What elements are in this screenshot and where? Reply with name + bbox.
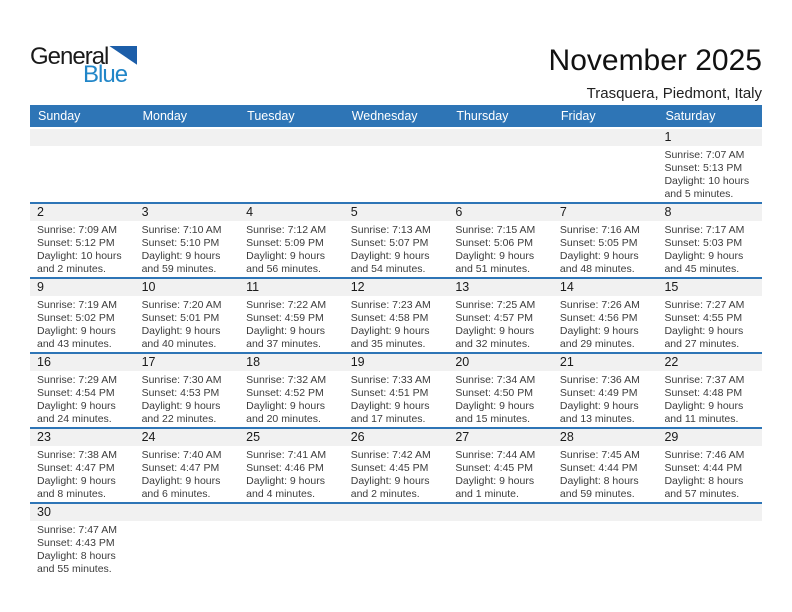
sunrise-text: Sunrise: 7:22 AM — [246, 299, 327, 311]
sunset-text: Sunset: 4:47 PM — [37, 462, 115, 474]
sunrise-text: Sunrise: 7:07 AM — [664, 149, 745, 161]
weekday-label-friday: Friday — [560, 109, 596, 123]
sunrise-text: Sunrise: 7:19 AM — [37, 299, 117, 311]
daylight-text-line1: Daylight: 9 hours — [455, 250, 535, 262]
day-details — [344, 146, 449, 149]
day-cell — [30, 279, 135, 352]
sunset-text: Sunset: 5:03 PM — [664, 237, 743, 249]
day-number: 4 — [239, 204, 344, 221]
daylight-text-line2: and 5 minutes. — [664, 188, 734, 200]
empty-day-cell — [448, 504, 553, 577]
day-number: 13 — [448, 279, 553, 296]
sunset-text: Sunset: 5:12 PM — [37, 237, 115, 249]
sunset-text: Sunset: 4:52 PM — [246, 387, 324, 399]
day-details — [448, 146, 553, 149]
day-number — [553, 504, 658, 521]
daylight-text-line2: and 24 minutes. — [37, 413, 112, 425]
daylight-text-line1: Daylight: 9 hours — [141, 325, 221, 337]
sunrise-text: Sunrise: 7:37 AM — [664, 374, 745, 386]
logo-text-general: General — [30, 43, 109, 70]
day-number: 20 — [448, 354, 553, 371]
day-details — [553, 146, 658, 149]
day-cell — [553, 279, 658, 352]
empty-day-cell — [553, 504, 658, 577]
sunset-text: Sunset: 5:09 PM — [246, 237, 324, 249]
daylight-text-line1: Daylight: 9 hours — [246, 250, 325, 262]
day-number: 16 — [30, 354, 135, 371]
daylight-text-line1: Daylight: 9 hours — [664, 400, 744, 412]
sunrise-text: Sunrise: 7:41 AM — [246, 449, 327, 461]
day-details — [135, 296, 240, 351]
sunset-text: Sunset: 4:50 PM — [455, 387, 533, 399]
day-details — [239, 371, 344, 426]
day-details — [30, 146, 135, 149]
day-number: 9 — [30, 279, 135, 296]
empty-day-cell — [344, 129, 449, 202]
daylight-text-line2: and 35 minutes. — [350, 338, 426, 350]
weekday-label-monday: Monday — [142, 109, 188, 123]
day-details — [239, 221, 344, 276]
daylight-text-line2: and 11 minutes. — [664, 413, 739, 425]
day-cell — [657, 429, 762, 502]
day-number: 11 — [239, 279, 344, 296]
day-number: 3 — [135, 204, 240, 221]
sunrise-text: Sunrise: 7:30 AM — [141, 374, 222, 386]
daylight-text-line2: and 56 minutes. — [246, 263, 321, 275]
day-details — [135, 371, 240, 426]
day-cell — [344, 279, 449, 352]
day-number: 12 — [344, 279, 449, 296]
sunset-text: Sunset: 5:10 PM — [141, 237, 220, 249]
daylight-text-line1: Daylight: 9 hours — [37, 475, 116, 487]
daylight-text-line1: Daylight: 9 hours — [664, 325, 744, 337]
day-cell — [657, 279, 762, 352]
day-details — [657, 296, 762, 351]
day-details — [30, 446, 135, 501]
daylight-text-line2: and 55 minutes. — [37, 563, 112, 575]
day-number: 24 — [135, 429, 240, 446]
day-cell — [344, 429, 449, 502]
day-details — [344, 221, 449, 276]
sunrise-text: Sunrise: 7:25 AM — [455, 299, 536, 311]
day-details — [657, 146, 762, 201]
day-number: 26 — [344, 429, 449, 446]
week-row — [30, 352, 762, 427]
week-row — [30, 502, 762, 577]
day-cell — [135, 354, 240, 427]
day-number — [135, 504, 240, 521]
daylight-text-line1: Daylight: 9 hours — [455, 475, 535, 487]
sunset-text: Sunset: 4:58 PM — [350, 312, 429, 324]
daylight-text-line2: and 59 minutes. — [559, 488, 635, 500]
weekday-label-tuesday: Tuesday — [247, 109, 295, 123]
empty-day-cell — [135, 504, 240, 577]
sunrise-text: Sunrise: 7:13 AM — [350, 224, 431, 236]
day-details — [239, 146, 344, 149]
daylight-text-line2: and 17 minutes. — [350, 413, 426, 425]
daylight-text-line1: Daylight: 9 hours — [141, 400, 221, 412]
day-details — [553, 221, 658, 276]
day-details — [553, 521, 658, 524]
daylight-text-line1: Daylight: 9 hours — [559, 325, 639, 337]
sunset-text: Sunset: 5:02 PM — [37, 312, 115, 324]
day-cell — [657, 354, 762, 427]
day-details — [239, 521, 344, 524]
day-number: 17 — [135, 354, 240, 371]
empty-day-cell — [239, 129, 344, 202]
week-row — [30, 202, 762, 277]
sunrise-text: Sunrise: 7:46 AM — [664, 449, 745, 461]
day-cell — [30, 504, 135, 577]
day-cell — [239, 429, 344, 502]
daylight-text-line1: Daylight: 9 hours — [664, 250, 744, 262]
day-number: 2 — [30, 204, 135, 221]
daylight-text-line2: and 22 minutes. — [141, 413, 217, 425]
sunrise-text: Sunrise: 7:15 AM — [455, 224, 536, 236]
day-details — [553, 446, 658, 501]
day-number: 28 — [553, 429, 658, 446]
page-header — [30, 0, 762, 105]
sunset-text: Sunset: 5:06 PM — [455, 237, 533, 249]
day-cell — [448, 429, 553, 502]
day-cell — [344, 204, 449, 277]
sunset-text: Sunset: 4:51 PM — [350, 387, 429, 399]
sunset-text: Sunset: 4:43 PM — [37, 537, 115, 549]
daylight-text-line2: and 45 minutes. — [664, 263, 740, 275]
sunset-text: Sunset: 5:13 PM — [664, 162, 743, 174]
daylight-text-line2: and 15 minutes. — [455, 413, 531, 425]
daylight-text-line1: Daylight: 8 hours — [664, 475, 744, 487]
day-cell — [135, 279, 240, 352]
day-details — [657, 521, 762, 524]
day-number — [553, 129, 658, 146]
day-details — [135, 521, 240, 524]
daylight-text-line1: Daylight: 10 hours — [664, 175, 750, 187]
daylight-text-line1: Daylight: 9 hours — [37, 400, 116, 412]
sunset-text: Sunset: 4:55 PM — [664, 312, 743, 324]
day-cell — [239, 279, 344, 352]
sunrise-text: Sunrise: 7:40 AM — [141, 449, 222, 461]
general-blue-logo — [30, 45, 137, 87]
day-details — [344, 371, 449, 426]
sunset-text: Sunset: 5:01 PM — [141, 312, 220, 324]
day-number: 19 — [344, 354, 449, 371]
sunset-text: Sunset: 4:56 PM — [559, 312, 638, 324]
day-number — [344, 504, 449, 521]
day-details — [553, 296, 658, 351]
day-number — [239, 129, 344, 146]
sunset-text: Sunset: 4:47 PM — [141, 462, 220, 474]
day-number: 25 — [239, 429, 344, 446]
day-details — [344, 296, 449, 351]
day-cell — [135, 429, 240, 502]
sunrise-text: Sunrise: 7:38 AM — [37, 449, 117, 461]
day-details — [30, 296, 135, 351]
day-cell — [344, 354, 449, 427]
daylight-text-line1: Daylight: 8 hours — [559, 475, 639, 487]
day-cell — [135, 204, 240, 277]
day-number: 15 — [657, 279, 762, 296]
daylight-text-line2: and 1 minute. — [455, 488, 519, 500]
day-number: 30 — [30, 504, 135, 521]
sunset-text: Sunset: 4:44 PM — [559, 462, 638, 474]
day-cell — [657, 204, 762, 277]
sunrise-text: Sunrise: 7:47 AM — [37, 524, 117, 536]
empty-day-cell — [135, 129, 240, 202]
day-details — [30, 221, 135, 276]
day-cell — [30, 354, 135, 427]
sunset-text: Sunset: 5:07 PM — [350, 237, 429, 249]
week-row — [30, 427, 762, 502]
day-cell — [448, 204, 553, 277]
day-cell — [553, 354, 658, 427]
daylight-text-line2: and 57 minutes. — [664, 488, 740, 500]
daylight-text-line1: Daylight: 9 hours — [141, 250, 221, 262]
weekday-label-thursday: Thursday — [456, 109, 509, 123]
week-row — [30, 277, 762, 352]
daylight-text-line2: and 6 minutes. — [141, 488, 211, 500]
day-number: 29 — [657, 429, 762, 446]
daylight-text-line1: Daylight: 9 hours — [246, 325, 325, 337]
sunrise-text: Sunrise: 7:42 AM — [350, 449, 431, 461]
sunrise-text: Sunrise: 7:29 AM — [37, 374, 117, 386]
daylight-text-line2: and 13 minutes. — [559, 413, 635, 425]
sunset-text: Sunset: 4:48 PM — [664, 387, 743, 399]
day-details — [135, 221, 240, 276]
calendar-weeks — [30, 129, 762, 577]
day-cell — [657, 129, 762, 202]
day-number: 7 — [553, 204, 658, 221]
sunrise-text: Sunrise: 7:09 AM — [37, 224, 117, 236]
day-number: 6 — [448, 204, 553, 221]
sunrise-text: Sunrise: 7:45 AM — [559, 449, 640, 461]
sunrise-text: Sunrise: 7:27 AM — [664, 299, 745, 311]
sunset-text: Sunset: 4:46 PM — [246, 462, 324, 474]
sunset-text: Sunset: 4:53 PM — [141, 387, 220, 399]
daylight-text-line1: Daylight: 9 hours — [246, 475, 325, 487]
sunrise-text: Sunrise: 7:10 AM — [141, 224, 222, 236]
sunset-text: Sunset: 4:54 PM — [37, 387, 115, 399]
daylight-text-line2: and 2 minutes. — [37, 263, 106, 275]
sunset-text: Sunset: 4:57 PM — [455, 312, 533, 324]
empty-day-cell — [553, 129, 658, 202]
day-number: 22 — [657, 354, 762, 371]
daylight-text-line1: Daylight: 9 hours — [246, 400, 325, 412]
day-number: 18 — [239, 354, 344, 371]
daylight-text-line1: Daylight: 10 hours — [37, 250, 122, 262]
title-block — [549, 45, 762, 102]
daylight-text-line1: Daylight: 9 hours — [559, 250, 639, 262]
day-details — [657, 371, 762, 426]
weekday-label-sunday: Sunday — [38, 109, 81, 123]
daylight-text-line2: and 8 minutes. — [37, 488, 106, 500]
sunset-text: Sunset: 4:44 PM — [664, 462, 743, 474]
day-cell — [239, 354, 344, 427]
day-cell — [553, 204, 658, 277]
day-details — [135, 146, 240, 149]
daylight-text-line2: and 59 minutes. — [141, 263, 217, 275]
page-title: November 2025 — [548, 44, 762, 77]
day-details — [135, 446, 240, 501]
day-details — [30, 371, 135, 426]
sunrise-text: Sunrise: 7:16 AM — [559, 224, 640, 236]
day-cell — [239, 204, 344, 277]
sunset-text: Sunset: 4:45 PM — [455, 462, 533, 474]
day-details — [239, 446, 344, 501]
day-details — [448, 521, 553, 524]
day-number: 10 — [135, 279, 240, 296]
daylight-text-line2: and 2 minutes. — [350, 488, 420, 500]
page-subtitle: Trasquera, Piedmont, Italy — [586, 84, 762, 102]
daylight-text-line1: Daylight: 9 hours — [455, 400, 535, 412]
sunset-text: Sunset: 4:45 PM — [350, 462, 429, 474]
day-details — [30, 521, 135, 576]
daylight-text-line1: Daylight: 9 hours — [350, 325, 430, 337]
daylight-text-line1: Daylight: 9 hours — [455, 325, 535, 337]
daylight-text-line2: and 4 minutes. — [246, 488, 316, 500]
empty-day-cell — [448, 129, 553, 202]
daylight-text-line1: Daylight: 8 hours — [37, 550, 116, 562]
day-cell — [553, 429, 658, 502]
day-cell — [448, 279, 553, 352]
daylight-text-line2: and 27 minutes. — [664, 338, 740, 350]
day-details — [553, 371, 658, 426]
day-details — [448, 371, 553, 426]
sunset-text: Sunset: 4:59 PM — [246, 312, 324, 324]
sunrise-text: Sunrise: 7:34 AM — [455, 374, 536, 386]
sunset-text: Sunset: 5:05 PM — [559, 237, 638, 249]
day-details — [657, 446, 762, 501]
daylight-text-line2: and 40 minutes. — [141, 338, 217, 350]
daylight-text-line2: and 29 minutes. — [559, 338, 635, 350]
empty-day-cell — [657, 504, 762, 577]
empty-day-cell — [239, 504, 344, 577]
day-number — [135, 129, 240, 146]
day-number: 5 — [344, 204, 449, 221]
daylight-text-line2: and 37 minutes. — [246, 338, 321, 350]
day-number: 1 — [657, 129, 762, 146]
sunrise-text: Sunrise: 7:44 AM — [455, 449, 536, 461]
day-number — [30, 129, 135, 146]
empty-day-cell — [344, 504, 449, 577]
day-number — [657, 504, 762, 521]
day-details — [448, 221, 553, 276]
daylight-text-line2: and 43 minutes. — [37, 338, 112, 350]
week-row — [30, 129, 762, 202]
sunrise-text: Sunrise: 7:23 AM — [350, 299, 431, 311]
weekday-label-saturday: Saturday — [665, 109, 716, 123]
daylight-text-line2: and 51 minutes. — [455, 263, 531, 275]
day-cell — [30, 429, 135, 502]
day-number — [448, 504, 553, 521]
daylight-text-line1: Daylight: 9 hours — [141, 475, 221, 487]
sunrise-text: Sunrise: 7:20 AM — [141, 299, 222, 311]
day-details — [239, 296, 344, 351]
day-details — [448, 446, 553, 501]
daylight-text-line1: Daylight: 9 hours — [350, 400, 430, 412]
daylight-text-line2: and 54 minutes. — [350, 263, 426, 275]
day-number: 14 — [553, 279, 658, 296]
daylight-text-line1: Daylight: 9 hours — [559, 400, 639, 412]
sunrise-text: Sunrise: 7:36 AM — [559, 374, 640, 386]
day-details — [448, 296, 553, 351]
day-number — [344, 129, 449, 146]
weekday-header-row — [30, 105, 762, 127]
daylight-text-line1: Daylight: 9 hours — [350, 250, 430, 262]
day-cell — [448, 354, 553, 427]
day-details — [657, 221, 762, 276]
daylight-text-line2: and 20 minutes. — [246, 413, 321, 425]
day-number: 23 — [30, 429, 135, 446]
logo-text-blue: Blue — [83, 61, 128, 88]
sunrise-text: Sunrise: 7:33 AM — [350, 374, 431, 386]
empty-day-cell — [30, 129, 135, 202]
day-number: 21 — [553, 354, 658, 371]
sunset-text: Sunset: 4:49 PM — [559, 387, 638, 399]
weekday-label-wednesday: Wednesday — [351, 109, 418, 123]
day-number — [239, 504, 344, 521]
day-number: 8 — [657, 204, 762, 221]
daylight-text-line2: and 32 minutes. — [455, 338, 531, 350]
day-cell — [30, 204, 135, 277]
sunrise-text: Sunrise: 7:32 AM — [246, 374, 327, 386]
day-details — [344, 521, 449, 524]
sunrise-text: Sunrise: 7:26 AM — [559, 299, 640, 311]
day-number — [448, 129, 553, 146]
daylight-text-line1: Daylight: 9 hours — [350, 475, 430, 487]
sunrise-text: Sunrise: 7:12 AM — [246, 224, 327, 236]
daylight-text-line2: and 48 minutes. — [559, 263, 635, 275]
sunrise-text: Sunrise: 7:17 AM — [664, 224, 745, 236]
daylight-text-line1: Daylight: 9 hours — [37, 325, 116, 337]
day-number: 27 — [448, 429, 553, 446]
day-details — [344, 446, 449, 501]
